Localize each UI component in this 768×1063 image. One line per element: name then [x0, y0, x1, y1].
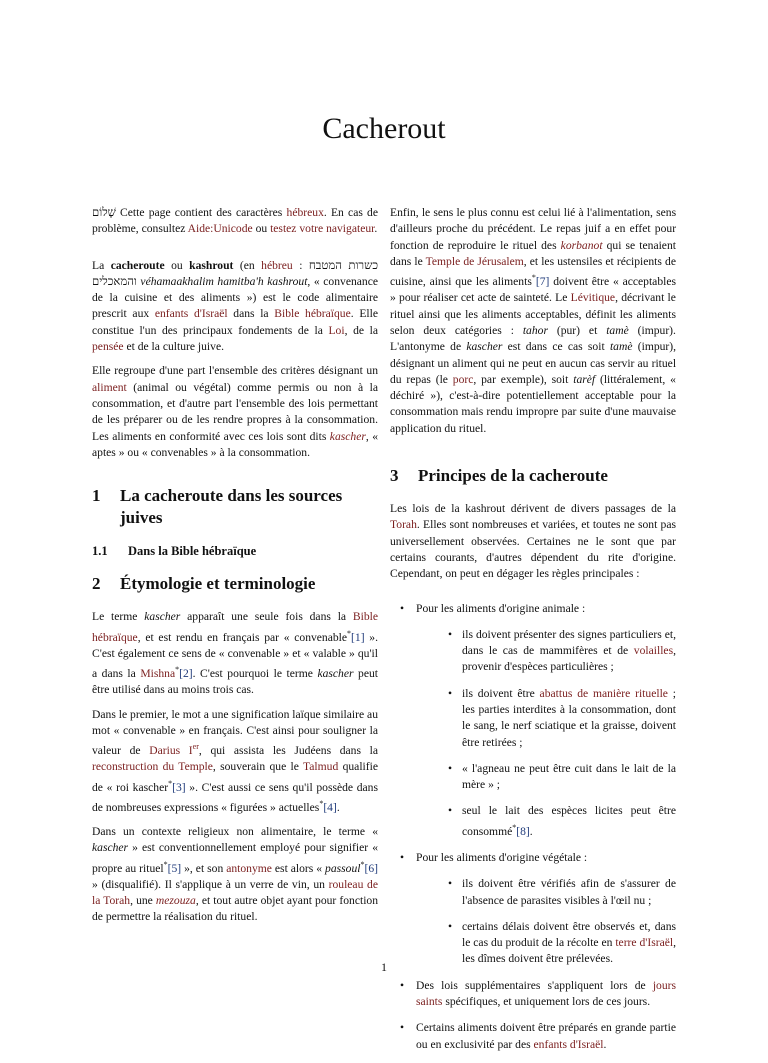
ref-1[interactable]: [1] — [351, 630, 365, 644]
link-torah[interactable]: Torah — [390, 518, 417, 532]
link-abattus[interactable]: abattus de manière rituelle — [539, 686, 668, 700]
link-korbanot[interactable]: korbanot — [560, 238, 603, 252]
list-item-vegetal: • Pour les aliments d'origine végétale : • ils doivent être vérifiés afin de s'assurer de l'absence de parasites visibles à l'œil nu ; • certains délais doivent être observés et, dans le cas du produit de la récolte en terre d'Israël, les dîmes doivent être prélevées. — [390, 850, 676, 968]
section-heading-1: 1 La cacheroute dans les sources juives — [92, 486, 343, 528]
link-enfants-israel[interactable]: enfants d'Israël — [154, 307, 228, 321]
ref-7[interactable]: [7] — [535, 275, 550, 289]
list-item: • seul le lait des espèces licites peut être consommé*[8]. — [442, 803, 676, 839]
left-column — [92, 205, 378, 934]
link-bible-hebraique-2[interactable]: Bible hébraïque — [92, 610, 378, 644]
ref-2[interactable]: [2] — [179, 667, 193, 681]
section-heading-2: 2 Étymologie et terminologie — [92, 574, 316, 594]
link-temple-jerusalem[interactable]: Temple — [425, 254, 461, 268]
link-mezouza[interactable]: mezouza — [155, 894, 196, 908]
right-column — [390, 205, 676, 1063]
link-reconstruction-temple[interactable]: reconstruction du Temple — [92, 760, 213, 774]
ref-6[interactable]: [6] — [364, 861, 379, 875]
link-aide-unicode[interactable]: Aide:Unicode — [187, 222, 253, 236]
link-enfants-israel-2[interactable]: enfants d'Israël — [533, 1037, 604, 1051]
etymology-paragraph-4-continued: Enfin, le sens le plus connu est celui lié à l'alimentation, sens d'ailleurs proche du précédent. Le repas juif a en effet pour fonction de reproduire le rituel des korbanot qui se tenaient dans le Temple de Jérusalem, et les ustensiles et récipients de cuisine, ainsi que les aliments*[7] doivent être « acceptables » pour réaliser cet acte de sainteté. Le Lévitique, décrivant le rituel ainsi que les aliments acceptables, définit les aliments selon deux catégories : tahor (pur) et tamè (impur). L'antonyme de kascher est dans ce cas soit tamè (impur), désignant un aliment qui ne peut en aucun cas servir au rituel du repas (le porc, par exemple), soit tarèf (littéralement, « déchiré »), c'est-à-dire potentiellement acceptable pour la consommation mais rendu impropre par suite d'une mauvaise application du rituel. — [390, 206, 677, 435]
etymology-paragraph-1: Le terme kascher apparaît une seule fois dans la Bible hébraïque, et est rendu en français par « convenable*[1] ». C'est également ce sens de « convenable » et « valable » qu'il a dans la Mishna*[2]. C'est pourquoi le terme kascher peut être utilisé dans au moins trois cas. — [92, 610, 378, 697]
page-title: Cacherout — [322, 112, 446, 145]
ref-3[interactable]: [3] — [172, 780, 186, 794]
link-kascher[interactable]: kascher — [329, 429, 366, 443]
link-porc[interactable]: porc — [452, 372, 474, 386]
link-temple-jerusalem[interactable]: Jérusalem — [477, 254, 524, 268]
link-terre-israel[interactable]: terre d'Israël — [615, 936, 674, 950]
intro-paragraph-2: Elle regroupe d'une part l'ensemble des critères désignant un aliment (animal ou végétal) comme permis ou non à la consommation, et d'autre part l'ensemble des lois permettant de les préparer ou de les rendre propres à la consommation. Les aliments en conformité avec ces lois sont dits kascher, « aptes » ou « convenables » à la consommation. — [92, 364, 379, 459]
link-mishna[interactable]: Mishna — [140, 667, 176, 681]
list-item-jours-saints: • Des lois supplémentaires s'appliquent lors de jours saints spécifiques, et uniquement lors de ces jours. — [390, 978, 676, 1011]
etymology-paragraph-3: Dans un contexte religieux non alimentaire, le terme « kascher » est conventionnellement employé pour signifier « propre au rituel*[5] », et son antonyme est alors « passoul*[6] » (disqualifié). Il s'applique à un verre de vin, un rouleau de la Torah, une mezouza, et tout autre objet ayant pour fonction de permettre la réalisation du rituel. — [92, 825, 379, 924]
list-item-animal: • Pour les aliments d'origine animale : • ils doivent présenter des signes particuliers et, dans le cas de mammifères et de volailles, provenir d'espèces particulières ; • ils doivent être abattus de manière rituelle ; les parties interdites à la consommation, dont le sang, le nerf sciatique et la graisse, doivent être retirées ; • « l'agneau ne peut être cuit dans le lait de la mère » ; • seul le lait des espèces licites peut être consommé*[8]. — [390, 601, 676, 840]
link-levitique[interactable]: Lévitique — [570, 291, 616, 305]
list-item: • certains délais doivent être observés et, dans le cas du produit de la récolte en terre d'Israël, les dîmes doivent être prélevées. — [442, 919, 676, 968]
link-darius[interactable]: Darius Ier — [149, 742, 199, 758]
unicode-notice: שָׁלוֹם Cette page contient des caractères hébreux. En cas de problème, consultez Aide:Unicode ou testez votre navigateur. — [92, 206, 378, 236]
principles-paragraph: Les lois de la kashrout dérivent de divers passages de la Torah. Elles sont nombreuses et variées, et toutes ne sont pas universellement observées. Certaines ne le sont que par certains courants, d'autres dépendent du rite d'origine. Cependant, on peut en dégager les règles principales : — [390, 502, 676, 581]
hebrew-word: שָׁלוֹם — [92, 206, 116, 219]
page-number: 1 — [381, 960, 387, 974]
link-loi[interactable]: Loi — [328, 323, 345, 337]
list-item: • ils doivent être vérifiés afin de s'assurer de l'absence de parasites visibles à l'œil nu ; — [442, 876, 676, 909]
list-item: • « l'agneau ne peut être cuit dans le lait de la mère » ; — [442, 761, 676, 794]
link-rouleau-torah[interactable]: rouleau de la Torah — [92, 877, 379, 908]
list-item-preparation: • Certains aliments doivent être préparés en grande partie ou en exclusivité par des enfants d'Israël. — [390, 1020, 676, 1053]
ref-8[interactable]: [8] — [516, 824, 530, 838]
etymology-paragraph-2: Dans le premier, le mot a une signification laïque similaire au mot « convenable » en français. C'est ainsi pour souligner la valeur de Darius Ier, qui assista les Judéens dans la reconstruction du Temple, souverain que le Talmud qualifie de « roi kascher*[3] ». C'est aussi ce sens qu'il possède dans de nombreuses expressions « figurées » actuelles*[4]. — [92, 707, 379, 814]
link-volailles[interactable]: volailles — [633, 644, 674, 658]
link-antonyme[interactable]: antonyme — [226, 861, 272, 875]
list-item: • ils doivent être abattus de manière rituelle ; les parties interdites à la consommation, dont le sang, le nerf sciatique et la graisse, doivent être retirées ; — [442, 686, 676, 751]
link-pensee[interactable]: pensée — [92, 340, 124, 354]
list-item: • ils doivent présenter des signes particuliers et, dans le cas de mammifères et de volailles, provenir d'espèces particulières ; — [442, 627, 676, 676]
principles-list — [390, 601, 676, 1053]
subsection-heading-1-1: 1.1 Dans la Bible hébraïque — [92, 544, 257, 559]
link-hebreux[interactable]: hébreux — [286, 206, 324, 219]
ref-5[interactable]: [5] — [167, 861, 182, 875]
link-aliment[interactable]: aliment — [92, 380, 127, 394]
link-jours-saints[interactable]: jours saints — [416, 978, 676, 1008]
link-bible-hebraique[interactable]: Bible hébraïque — [274, 307, 351, 321]
link-temple-jerusalem[interactable]: de — [463, 254, 475, 268]
ref-4[interactable]: [4] — [323, 800, 337, 814]
section-heading-3: 3 Principes de la cacheroute — [390, 466, 608, 486]
link-hebreu[interactable]: hébreu — [261, 258, 293, 272]
intro-paragraph-1: La cacheroute ou kashrout (en hébreu : כשרות המטבח והמאכלים véhamaakhalim hamitba'h kashrout, « convenance de la cuisine et des aliments ») est le code alimentaire prescrit aux enfants d'Israël dans la Bible hébraïque. Elle constitue l'un des principaux fondements de la Loi, de la pensée et de la culture juive. — [92, 258, 378, 354]
link-talmud[interactable]: Talmud — [303, 760, 339, 774]
link-testez-navigateur[interactable]: testez votre navigateur — [270, 222, 375, 236]
